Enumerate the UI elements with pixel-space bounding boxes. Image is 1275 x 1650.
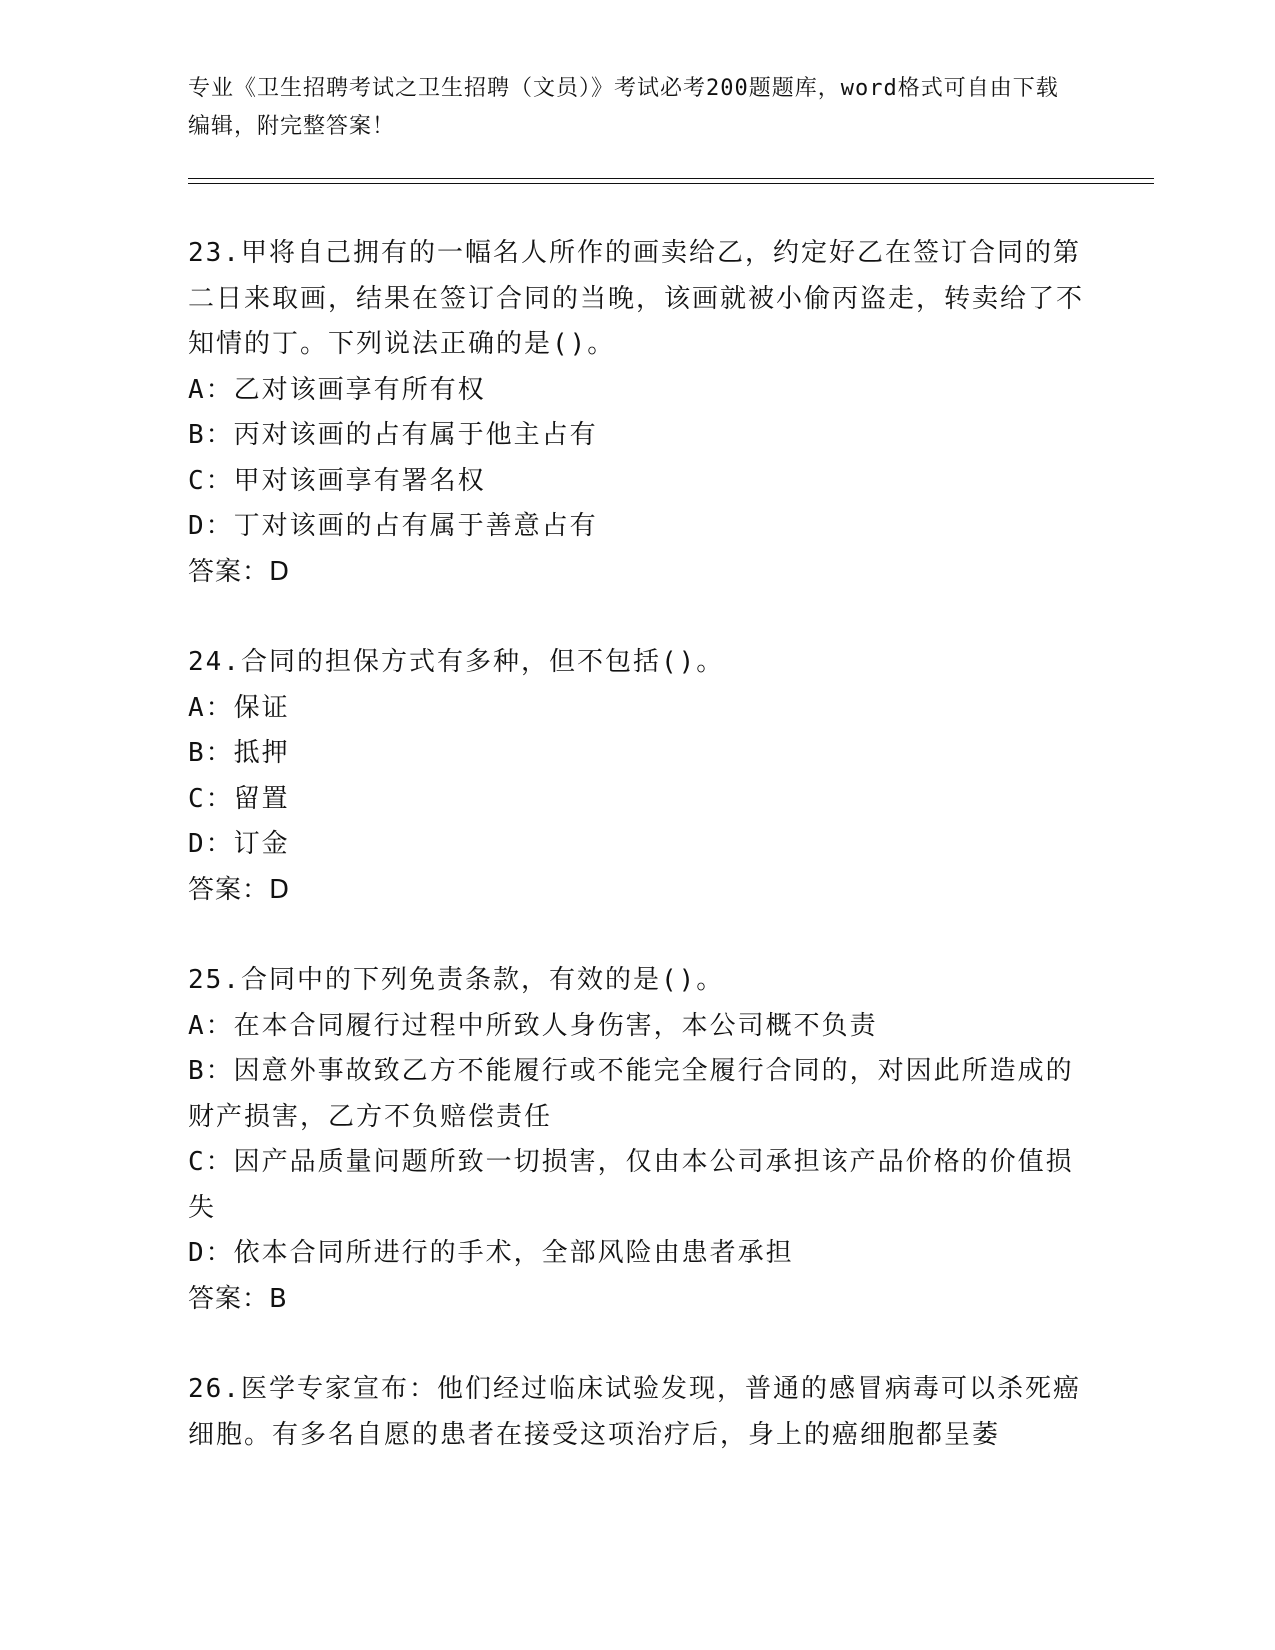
question-list xyxy=(188,231,1088,1503)
option-d: D：订金 xyxy=(188,829,290,859)
question-24 xyxy=(188,640,1088,913)
option-b: B：抵押 xyxy=(188,738,290,768)
option-d: D：依本合同所进行的手术，全部风险由患者承担 xyxy=(188,1238,794,1268)
option-a: A：在本合同履行过程中所致人身伤害，本公司概不负责 xyxy=(188,1010,878,1041)
header-rule-bottom xyxy=(188,183,1154,184)
option-a: A：乙对该画享有所有权 xyxy=(188,374,486,405)
answer: 答案：B xyxy=(188,1283,288,1314)
answer: 答案：D xyxy=(188,874,291,905)
option-b: B：因意外事故致乙方不能履行或不能完全履行合同的，对因此所造成的财产损害，乙方不负赔偿责任 xyxy=(188,1056,1074,1132)
question-26 xyxy=(188,1367,1088,1458)
answer: 答案：D xyxy=(188,556,291,587)
question-stem: 26.医学专家宣布：他们经过临床试验发现，普通的感冒病毒可以杀死癌细胞。有多名自愿的患者在接受这项治疗后，身上的癌细胞都呈萎 xyxy=(188,1374,1081,1450)
question-25 xyxy=(188,958,1088,1322)
question-23 xyxy=(188,231,1088,595)
option-c: C：甲对该画享有署名权 xyxy=(188,465,486,496)
header-rule-top xyxy=(188,178,1154,179)
option-d: D：丁对该画的占有属于善意占有 xyxy=(188,511,598,541)
option-a: A：保证 xyxy=(188,692,290,723)
question-stem: 25.合同中的下列免责条款，有效的是()。 xyxy=(188,965,725,995)
option-c: C：因产品质量问题所致一切损害，仅由本公司承担该产品价格的价值损失 xyxy=(188,1147,1074,1223)
option-b: B：丙对该画的占有属于他主占有 xyxy=(188,420,598,450)
question-stem: 23.甲将自己拥有的一幅名人所作的画卖给乙，约定好乙在签订合同的第二日来取画，结果在签订合同的当晚，该画就被小偷丙盗走，转卖给了不知情的丁。下列说法正确的是()。 xyxy=(188,238,1085,359)
document-header: 专业《卫生招聘考试之卫生招聘（文员）》考试必考200题题库，word格式可自由下载编辑，附完整答案！ xyxy=(188,76,1059,139)
option-c: C：留置 xyxy=(188,783,290,814)
question-stem: 24.合同的担保方式有多种，但不包括()。 xyxy=(188,647,725,677)
